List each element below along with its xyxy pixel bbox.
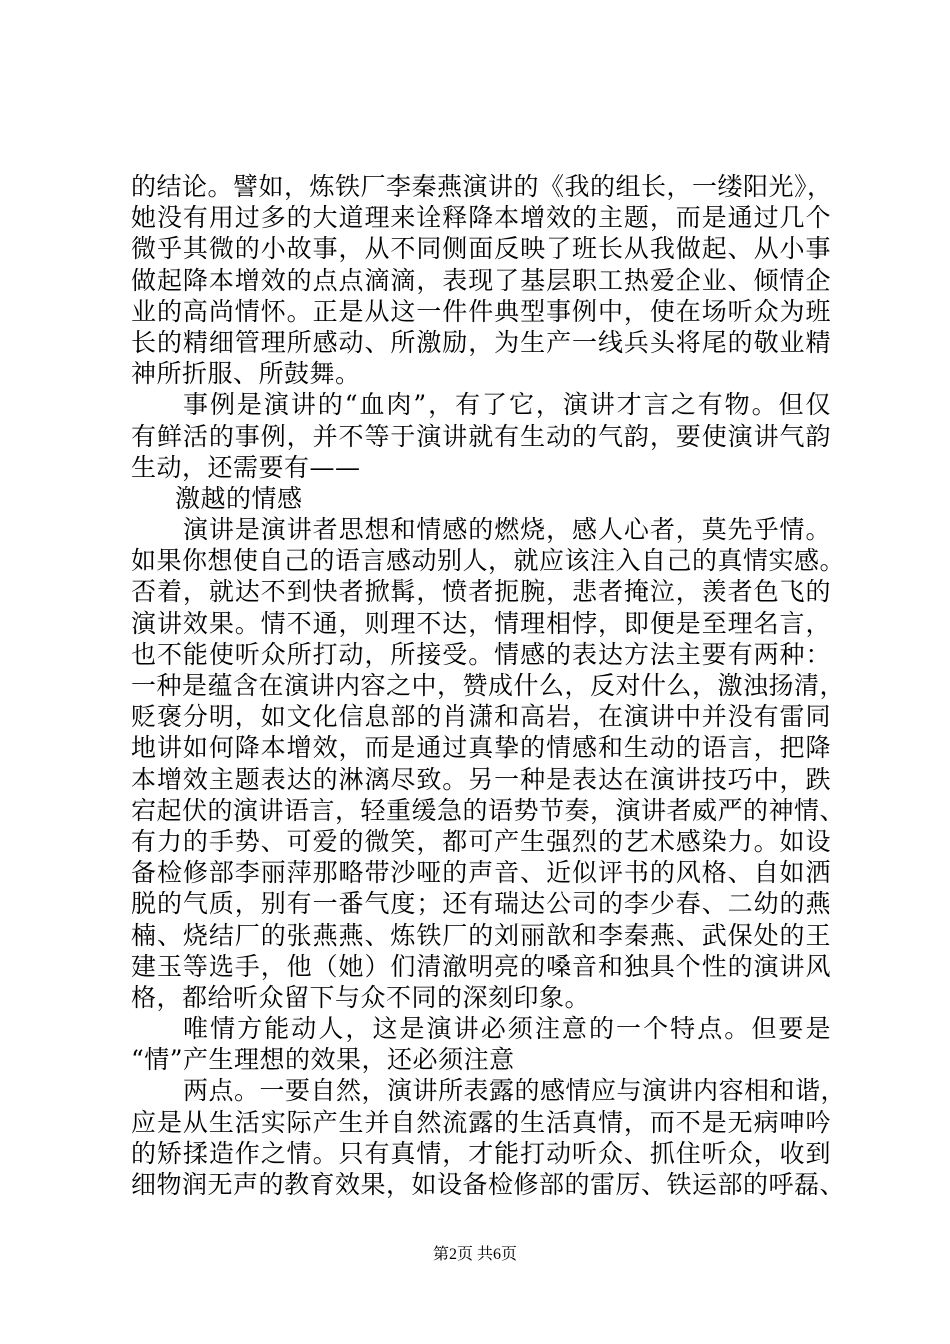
text-line: 楠、烧结厂的张燕燕、炼铁厂的刘丽歆和李秦燕、武保处的王 (131, 920, 831, 950)
text-line: 备检修部李丽萍那略带沙哑的声音、近似评书的风格、自如洒 (131, 858, 831, 888)
section-heading: 激越的情感 (175, 483, 303, 513)
text-line: 有鲜活的事例，并不等于演讲就有生动的气韵，要使演讲气韵 (131, 421, 831, 451)
text-line: 应是从生活实际产生并自然流露的生活真情，而不是无病呻吟 (131, 1107, 831, 1137)
text-line: 做起降本增效的点点滴滴，表现了基层职工热爱企业、倾情企 (131, 265, 831, 295)
text-line: 脱的气质，别有一番气度；还有瑞达公司的李少春、二幼的燕 (131, 889, 831, 919)
text-line: 也不能使听众所打动，所接受。情感的表达方法主要有两种： (131, 639, 831, 669)
text-line: 地讲如何降本增效，而是通过真挚的情感和生动的语言，把降 (131, 733, 831, 763)
text-line: 生动，还需要有—— (131, 452, 361, 482)
text-line: 事例是演讲的“血肉”，有了它，演讲才言之有物。但仅 (183, 390, 831, 420)
text-line: 格，都给听众留下与众不同的深刻印象。 (131, 982, 591, 1012)
text-line: 宕起伏的演讲语言，轻重缓急的语势节奏，演讲者威严的神情、 (131, 795, 846, 825)
text-line: 本增效主题表达的淋漓尽致。另一种是表达在演讲技巧中，跌 (131, 764, 831, 794)
text-line: 的结论。譬如，炼铁厂李秦燕演讲的《我的组长，一缕阳光》， (131, 172, 833, 201)
document-body (131, 171, 847, 1200)
text-line: 一种是蕴含在演讲内容之中，赞成什么，反对什么，激浊扬清， (131, 671, 846, 700)
text-line: 的矫揉造作之情。只有真情，才能打动听众、抓住听众，收到 (131, 1138, 831, 1168)
text-line: 业的高尚情怀。正是从这一件件典型事例中，使在场听众为班 (131, 296, 831, 326)
text-line: 长的精细管理所感动、所激励，为生产一线兵头将尾的敬业精 (131, 327, 831, 357)
text-line: 两点。一要自然，演讲所表露的感情应与演讲内容相和谐， (183, 1076, 847, 1106)
text-line: 演讲是演讲者思想和情感的燃烧，感人心者，莫先乎情。 (183, 515, 831, 545)
text-line: 贬褒分明，如文化信息部的肖潇和高岩，在演讲中并没有雷同 (131, 702, 831, 732)
text-line: 演讲效果。情不通，则理不达，情理相悖，即便是至理名言， (131, 608, 831, 638)
text-line: “情”产生理想的效果，还必须注意 (131, 1045, 515, 1075)
text-line: 微乎其微的小故事，从不同侧面反映了班长从我做起、从小事 (131, 234, 831, 264)
text-line: 神所折服、所鼓舞。 (131, 359, 361, 389)
text-line: 她没有用过多的大道理来诠释降本增效的主题，而是通过几个 (131, 203, 831, 233)
page-number-footer: 第2页 共6页 (432, 1246, 517, 1263)
text-line: 建玉等选手，他（她）们清澈明亮的嗓音和独具个性的演讲风 (131, 951, 831, 981)
text-line: 如果你想使自己的语言感动别人，就应该注入自己的真情实感。 (131, 546, 846, 576)
text-line: 否着，就达不到快者掀髯，愤者扼腕，悲者掩泣，羡者色飞的 (131, 577, 831, 607)
text-line: 有力的手势、可爱的微笑，都可产生强烈的艺术感染力。如设 (131, 826, 831, 856)
text-line: 细物润无声的教育效果，如设备检修部的雷厉、铁运部的呼磊、 (131, 1170, 846, 1199)
text-line: 唯情方能动人，这是演讲必须注意的一个特点。但要是 (183, 1014, 831, 1044)
